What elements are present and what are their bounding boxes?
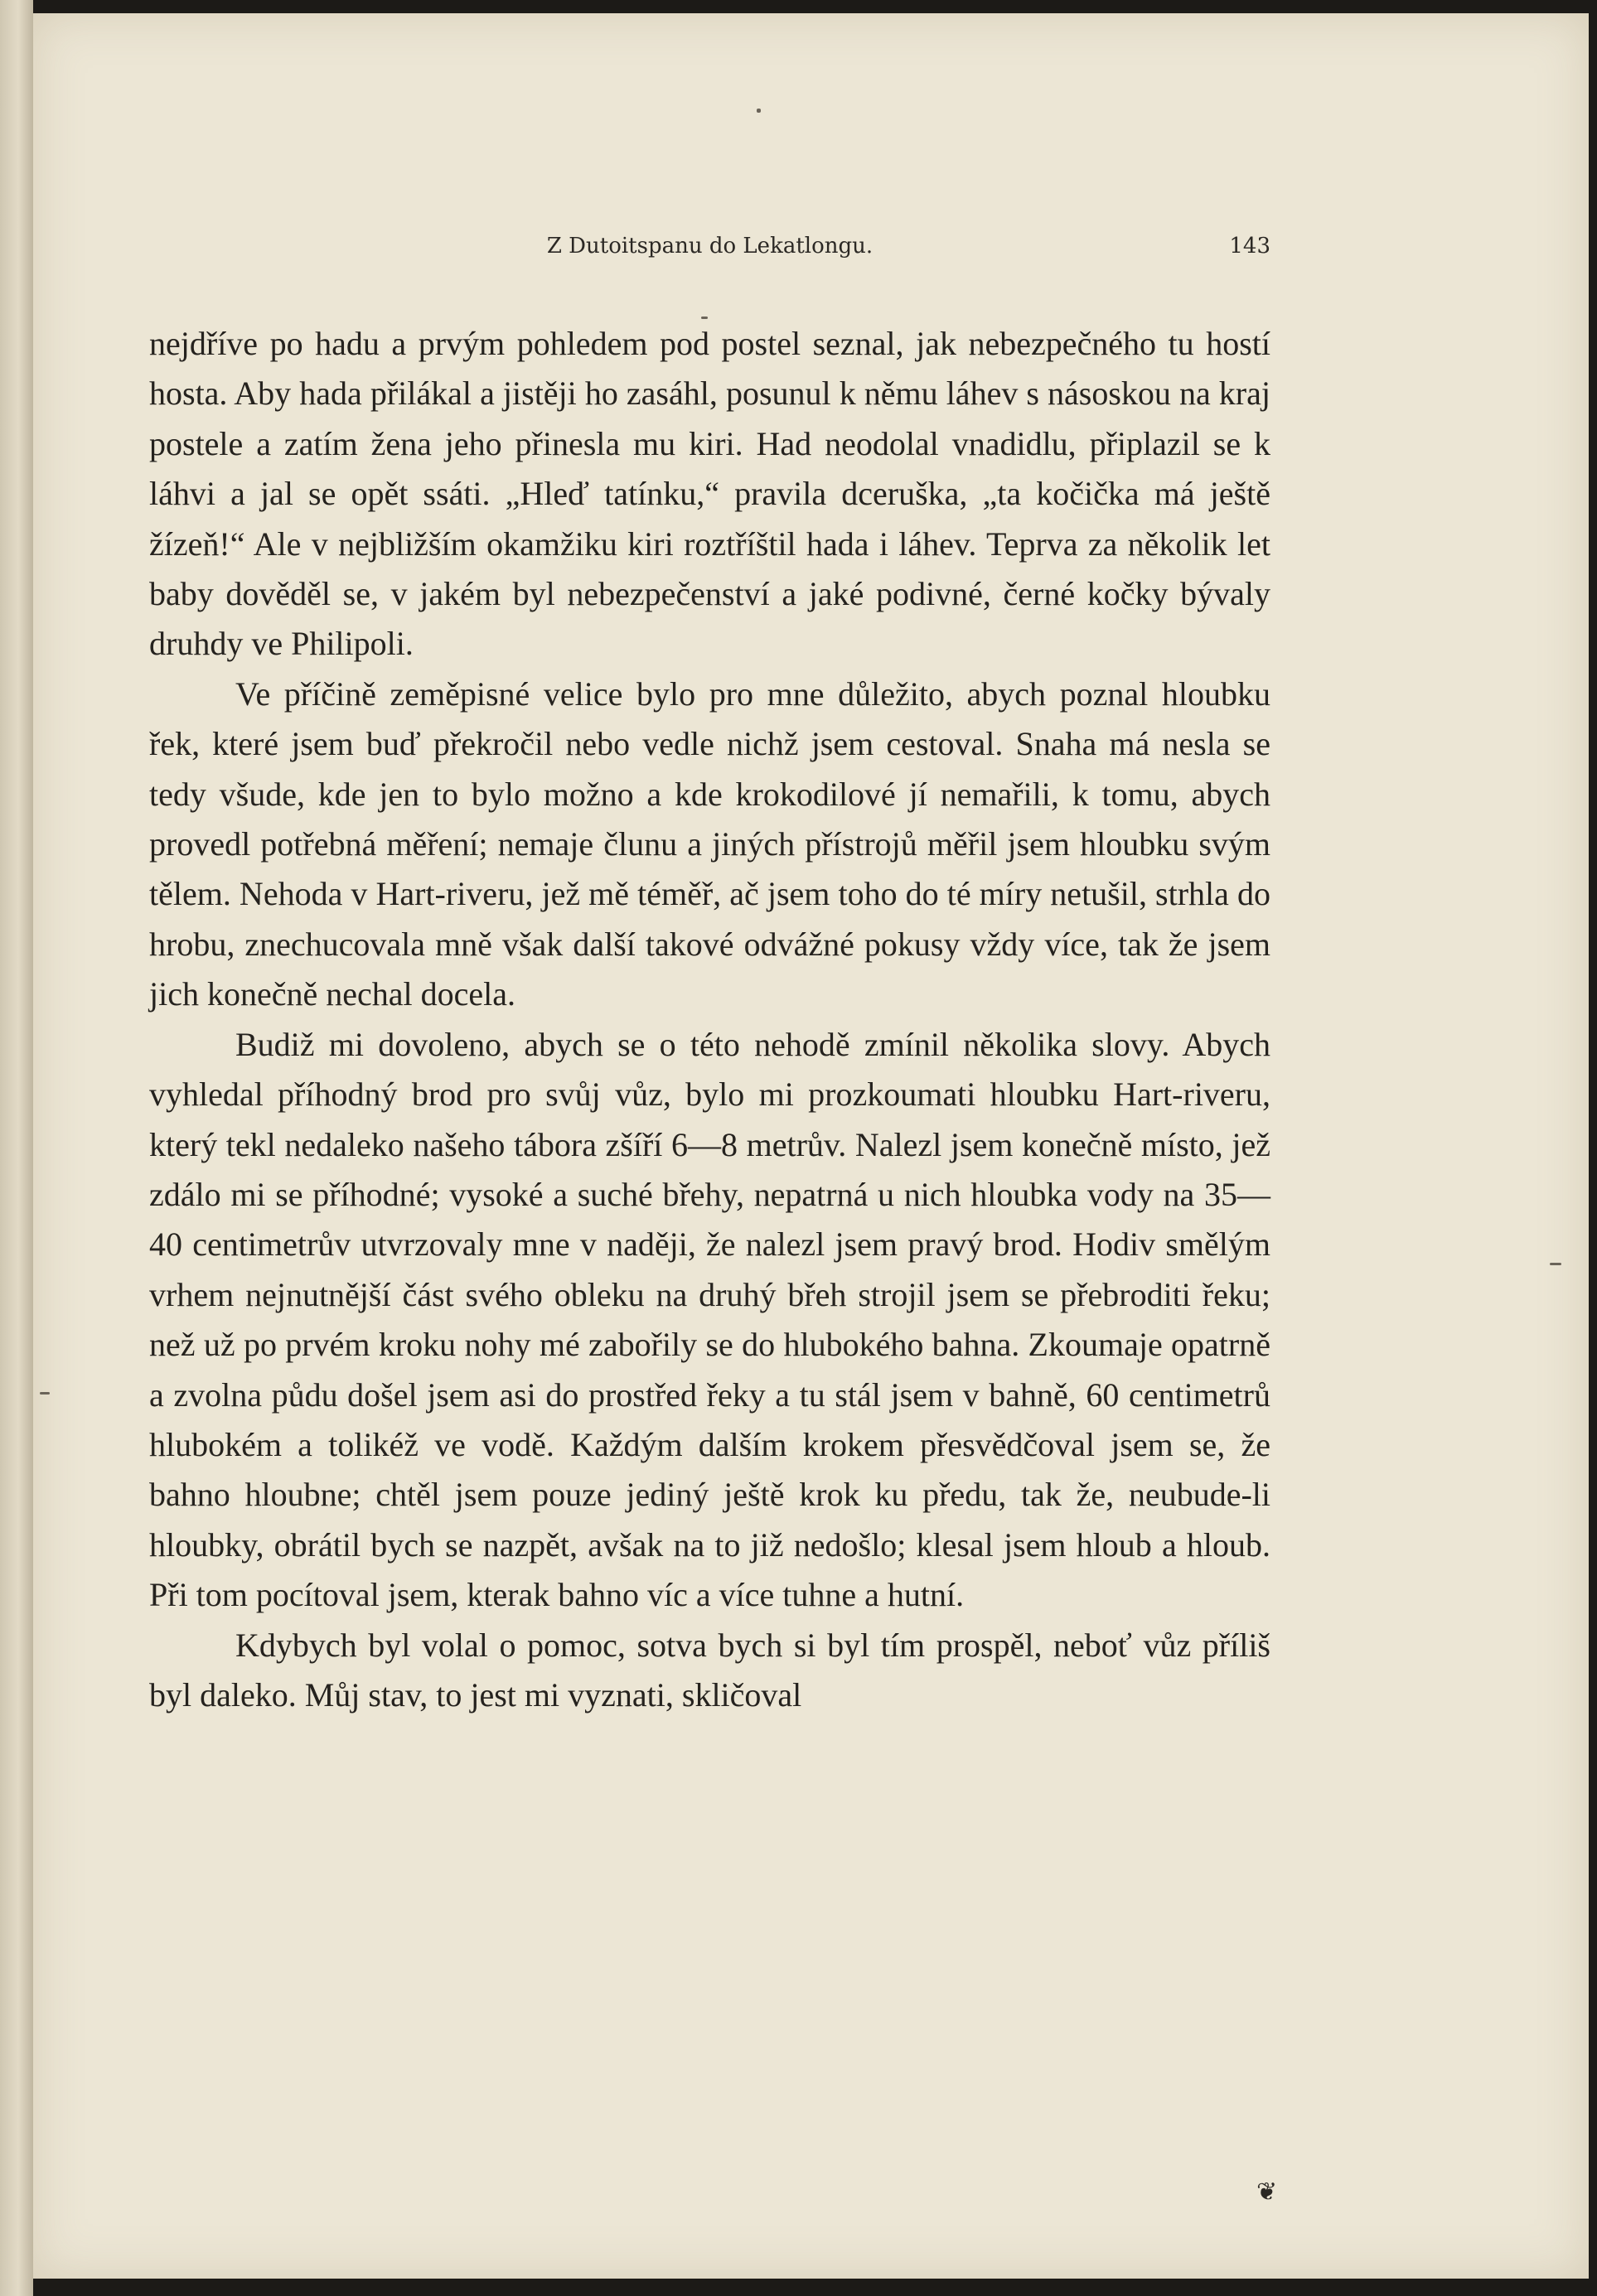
paragraph: Kdybych byl volal o pomoc, sotva bych si byl tím prospěl, neboť vůz příliš byl daleko. Můj stav, to jest mi vyznati, skličoval (149, 1626, 1270, 1714)
paragraph: nejdříve po hadu a prvým pohledem pod postel seznal, jak nebezpečného tu hostí hosta. Aby hada přilákal a jistěji ho zasáhl, posunul k němu láhev s násoskou na kraj postele a zatím žena jeho přinesla mu kiri. Had neodolal vnadidlu, připlazil se k láhvi a jal se opět ssáti. „Hleď tatínku,“ pravila dceruška, „ta kočička má ještě žízeň!“ Ale v nejbližším okamžiku kiri roztříštil hada i láhev. Teprva za několik let baby dověděl se, v jakém byl nebezpečenství a jaké podivné, černé kočky bývaly druhdy ve Philipoli. (149, 325, 1270, 663)
paragraph: Ve příčině zeměpisné velice bylo pro mne důležito, abych poznal hloubku řek, které jsem buď překročil nebo vedle nichž jsem cestoval. Snaha má nesla se tedy všude, kde jen to bylo možno a kde krokodilové jí nemařili, k tomu, abych provedl potřebná měření; nemaje člunu a jiných přístrojů měřil jsem hloubku svým tělem. Nehoda v Hart-riveru, jež mě téměř, ač jsem toho do té míry netušil, strhla do hrobu, znechucovala mně však další takové odvážné pokusy vždy více, tak že jsem jich konečně nechal docela. (149, 674, 1270, 1013)
book-gutter-edge (0, 0, 33, 2296)
ink-speck (40, 1392, 50, 1395)
body-text (149, 319, 1270, 1720)
ink-speck (1550, 1263, 1561, 1265)
page-number: 143 (1229, 234, 1270, 259)
paragraph: Budiž mi dovoleno, abych se o této nehodě zmínil několika slovy. Abych vyhledal příhodný brod pro svůj vůz, bylo mi prozkoumati hloubku Hart-riveru, který tekl nedaleko našeho tábora zšíří 6—8 metrův. Nalezl jsem konečně místo, jež zdálo mi se příhodné; vysoké a suché břehy, nepatrná u nich hloubka vody na 35—40 centimetrův utvrzovaly mne v naději, že nalezl jsem pravý brod. Hodiv smělým vrhem nejnutnější část svého obleku na druhý břeh strojil jsem se přebroditi řeku; než už po prvém kroku nohy mé zabořily se do hlubokého bahna. Zkoumaje opatrně a zvolna půdu došel jsem asi do prostřed řeky a tu stál jsem v bahně, 60 centimetrů hlubokém a tolikéž ve vodě. Každým dalším krokem přesvědčoval jsem se, že bahno hloubne; chtěl jsem pouze jediný ještě krok ku předu, tak že, neubude-li hloubky, obrátil bych se nazpět, avšak na to již nedošlo; klesal jsem hloub a hloub. Při tom pocítoval jsem, kterak bahno víc a více tuhne a hutní. (149, 1025, 1270, 1614)
printer-ornament-icon: ❦ (1256, 2178, 1278, 2207)
running-header (149, 234, 1270, 267)
ink-speck (757, 109, 761, 113)
running-title: Z Dutoitspanu do Lekatlongu. (546, 234, 874, 259)
